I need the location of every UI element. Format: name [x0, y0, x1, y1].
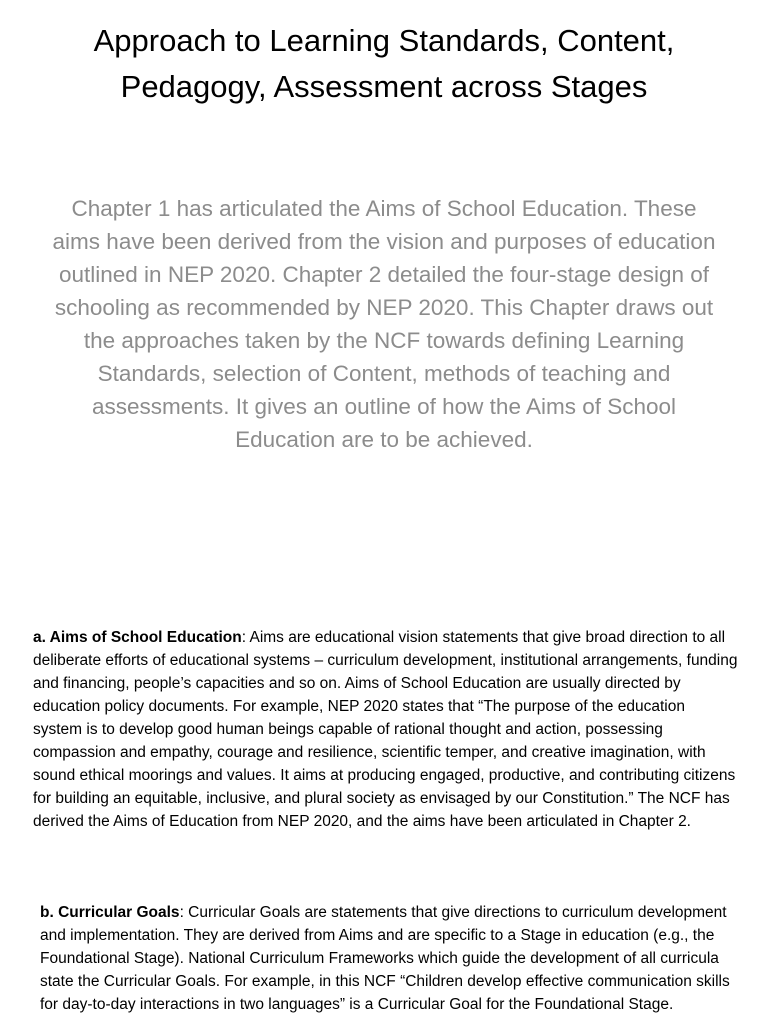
section-a-body: : Aims are educational vision statements that give broad direction to all deliberate efforts of educational systems – curriculum development, institutional arrangements, funding and financing, people’s capacities and so on. Aims of School Education are usually directed by education policy documents. For example, NEP 2020 states that “The purpose of the education system is to develop good human beings capable of rational thought and action, possessing compassion and empathy, courage and resilience, scientific temper, and creative imagination, with sound ethical moorings and values. It aims at producing engaged, productive, and contributing citizens for building an equitable, inclusive, and plural society as envisaged by our Constitution.” The NCF has derived the Aims of Education from NEP 2020, and the aims have been articulated in Chapter 2. [33, 629, 738, 830]
section-a-marker: a [33, 629, 42, 646]
page-title: Approach to Learning Standards, Content, Pedagogy, Assessment across Stages [93, 23, 675, 104]
section-curricular-goals [40, 901, 740, 1016]
section-a-heading: Aims of School Education [49, 629, 242, 646]
section-b-marker: b. [40, 904, 54, 921]
section-a-spacer: . [41, 629, 50, 646]
section-b-body: : Curricular Goals are statements that give directions to curriculum development and implementation. They are derived from Aims and are specific to a Stage in education (e.g., the Foundational Stage). National Curriculum Frameworks which guide the development of all curricula state the Curricular Goals. For example, in this NCF “Children develop effective communication skills for day-to-day interactions in two languages” is a Curricular Goal for the Foundational Stage. [40, 904, 730, 1013]
section-aims-of-school-education [33, 626, 738, 833]
chapter-intro: Chapter 1 has articulated the Aims of School Education. These aims have been derived from the vision and purposes of education outlined in NEP 2020. Chapter 2 detailed the four-stage design of schooling as recommended by NEP 2020. This Chapter draws out the approaches taken by the NCF towards defining Learning Standards, selection of Content, methods of teaching and assessments. It gives an outline of how the Aims of School Education are to be achieved. [52, 196, 716, 452]
section-b-heading: Curricular Goals [58, 904, 180, 921]
